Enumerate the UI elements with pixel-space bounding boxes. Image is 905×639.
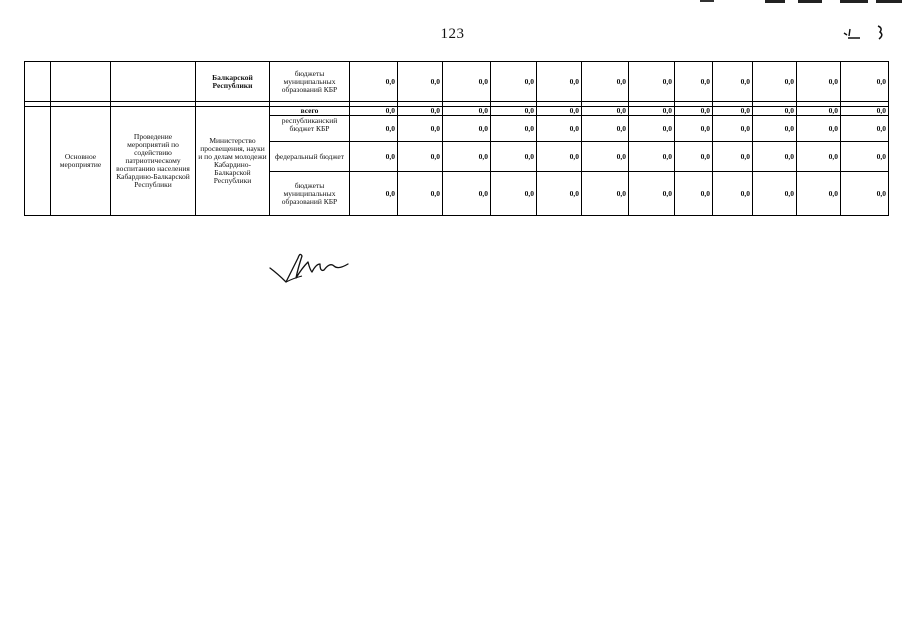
value-cell: 0,0	[582, 172, 629, 216]
value-cell: 0,0	[491, 116, 537, 142]
value-cell: 0,0	[443, 62, 491, 102]
value-cell: 0,0	[350, 116, 398, 142]
value-cell: 0,0	[537, 62, 582, 102]
value-cell: 0,0	[675, 116, 713, 142]
value-cell: 0,0	[350, 107, 398, 116]
value-cell: 0,0	[753, 172, 797, 216]
value-cell: 0,0	[537, 142, 582, 172]
value-cell: 0,0	[675, 172, 713, 216]
value-cell: 0,0	[841, 116, 889, 142]
value-cell: 0,0	[841, 62, 889, 102]
value-cell: 0,0	[491, 62, 537, 102]
value-cell: 0,0	[350, 142, 398, 172]
value-cell: 0,0	[753, 62, 797, 102]
value-cell: 0,0	[713, 107, 753, 116]
source-cell: бюджеты муниципальных образований КБР	[270, 172, 350, 216]
value-cell: 0,0	[629, 107, 675, 116]
value-cell: 0,0	[491, 142, 537, 172]
value-cell: 0,0	[629, 172, 675, 216]
source-cell: федеральный бюджет	[270, 142, 350, 172]
scan-marks-top	[680, 0, 905, 6]
value-cell: 0,0	[629, 142, 675, 172]
num-cell	[25, 107, 51, 216]
value-cell: 0,0	[629, 62, 675, 102]
source-cell: бюджеты муниципальных образований КБР	[270, 62, 350, 102]
value-cell: 0,0	[797, 172, 841, 216]
num-cell	[25, 62, 51, 102]
value-cell: 0,0	[398, 107, 443, 116]
value-cell: 0,0	[797, 142, 841, 172]
value-cell: 0,0	[537, 116, 582, 142]
page-number: 123	[440, 26, 465, 42]
value-cell: 0,0	[675, 142, 713, 172]
value-cell: 0,0	[491, 107, 537, 116]
value-cell: 0,0	[713, 172, 753, 216]
value-cell: 0,0	[797, 62, 841, 102]
value-cell: 0,0	[443, 116, 491, 142]
value-cell: 0,0	[350, 62, 398, 102]
source-cell: всего	[270, 107, 350, 116]
value-cell: 0,0	[398, 116, 443, 142]
value-cell: 0,0	[675, 62, 713, 102]
source-cell: республиканский бюджет КБР	[270, 116, 350, 142]
table-row-prev	[25, 62, 889, 102]
value-cell: 0,0	[398, 142, 443, 172]
name-cell	[111, 62, 196, 102]
value-cell: 0,0	[753, 116, 797, 142]
value-cell: 0,0	[537, 107, 582, 116]
value-cell: 0,0	[797, 116, 841, 142]
value-cell: 0,0	[443, 107, 491, 116]
value-cell: 0,0	[675, 107, 713, 116]
event-executor-cell: Министерство просвещения, науки и по делам молодежи Кабардино-Балкарской Республики	[196, 107, 270, 216]
handwritten-signature	[268, 248, 360, 288]
type-cell	[51, 62, 111, 102]
event-type-cell: Основное мероприятие	[51, 107, 111, 216]
value-cell: 0,0	[629, 116, 675, 142]
value-cell: 0,0	[841, 172, 889, 216]
value-cell: 0,0	[753, 142, 797, 172]
value-cell: 0,0	[582, 62, 629, 102]
value-cell: 0,0	[713, 142, 753, 172]
value-cell: 0,0	[582, 142, 629, 172]
value-cell: 0,0	[398, 172, 443, 216]
event-name-cell: Проведение мероприятий по содействию патриотическому воспитанию населения Кабардино-Балкарской Республики	[111, 107, 196, 216]
value-cell: 0,0	[582, 116, 629, 142]
value-cell: 0,0	[350, 172, 398, 216]
handwritten-corner-mark	[838, 20, 888, 42]
value-cell: 0,0	[443, 142, 491, 172]
value-cell: 0,0	[491, 172, 537, 216]
value-cell: 0,0	[537, 172, 582, 216]
value-cell: 0,0	[797, 107, 841, 116]
value-cell: 0,0	[582, 107, 629, 116]
value-cell: 0,0	[841, 142, 889, 172]
value-cell: 0,0	[713, 62, 753, 102]
value-cell: 0,0	[841, 107, 889, 116]
value-cell: 0,0	[753, 107, 797, 116]
executor-cell: Балкарской Республики	[196, 62, 270, 102]
budget-table	[24, 61, 889, 216]
table-row-total	[25, 107, 889, 116]
value-cell: 0,0	[443, 172, 491, 216]
value-cell: 0,0	[398, 62, 443, 102]
value-cell: 0,0	[713, 116, 753, 142]
